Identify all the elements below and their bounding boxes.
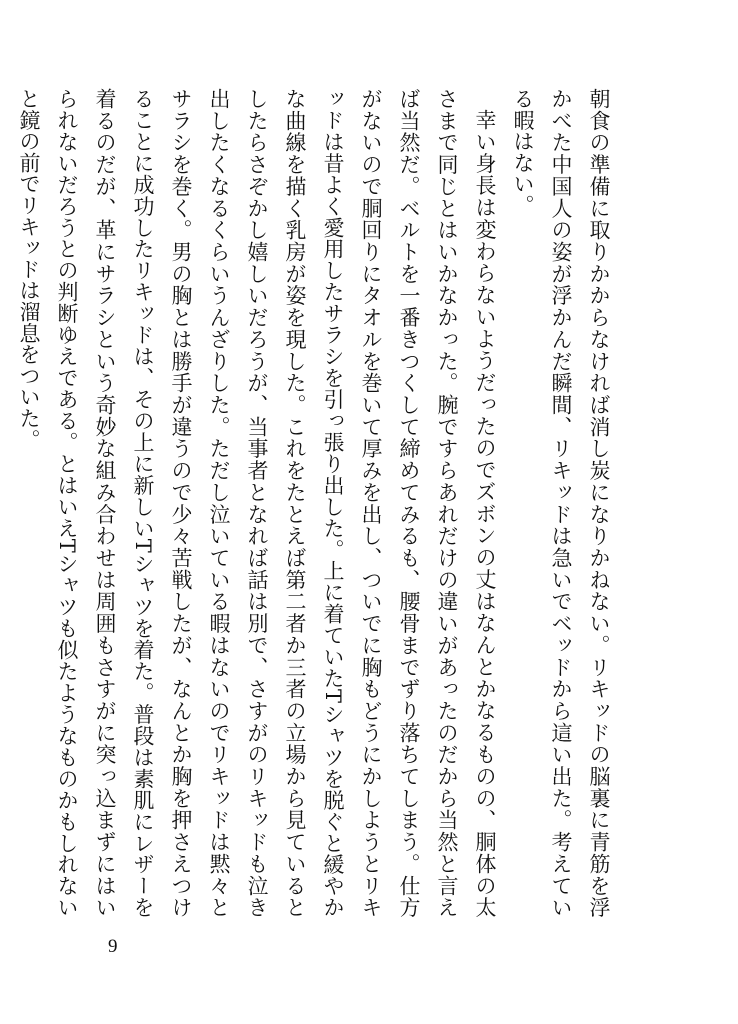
paragraph-1: 朝食の準備に取りかからなければ消し炭になりかねない。リキッドの脳裏に青筋を浮かべた中国人の姿が浮かんだ瞬間、リキッドは急いでベッドから這い出た。考えている暇はない。 [511, 88, 611, 918]
paragraph-2: 幸い身長は変わらないようだったのでズボンの丈はなんとかなるものの、胴体の太さまで同じとはいかなかった。腕ですらあれだけの違いがあったのだから当然と言えば当然だ。ベルトを一番きつくして締めてみるも、腰骨までずり落ちてしまう。仕方がないので胴回りにタオルを巻いて厚みを出し、ついでに胸もどうにかしようとリキッドは昔よく愛用したサラシを引っ張り出した。上に着ていたTシャツを脱ぐと緩やかな曲線を描く乳房が姿を現した。これをたとえば第二者か三者の立場から見ているとしたらさぞかし嬉しいだろうが、当事者となれば話は別で、さすがのリキッドも泣き出したくなるくらいうんざりした。ただし泣いている暇はないのでリキッドは黙々とサラシを巻く。男の胸とは勝手が違うので少々苦戦したが、なんとか胸を押さえつけることに成功したリキッドは、その上に新しいTシャツを着た。普段は素肌にレザーを着るのだが、革にサラシという奇妙な組み合わせは周囲もさすがに突っ込まずにはいられないだろうとの判断ゆえである。とはいえTシャツも似たようなものかもしれないと鏡の前でリキッドは溜息をついた。 [17, 88, 497, 918]
vertical-text-body [17, 88, 618, 918]
page-number: 9 [108, 936, 118, 957]
